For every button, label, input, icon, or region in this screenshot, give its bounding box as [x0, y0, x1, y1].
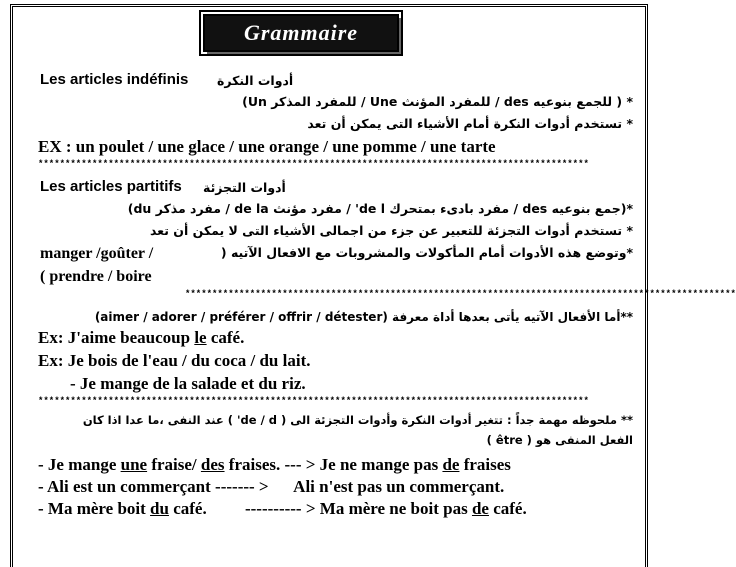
example-negation-1: - Je mange une fraise/ des fraises. --- > Je ne mange pas de fraises: [38, 455, 511, 474]
example-negation-2: - Ali est un commerçant ------- > Ali n'est pas un commerçant.: [38, 477, 505, 496]
title-banner: [203, 14, 399, 52]
example-indefinis: EX : un poulet / une glace / une orange / une pomme / une tarte: [38, 137, 496, 156]
example-verbs-2: Ex: Je bois de l'eau / du coca / du lait.: [38, 351, 311, 370]
rule-partitifs-3-cont: ( prendre / boire: [40, 268, 152, 285]
heading-partitifs: Les articles partitifs: [40, 178, 182, 195]
example-negation-3: - Ma mère boit du café. ---------- > Ma mère ne boit pas de café.: [38, 499, 527, 518]
note-negation-2: الفعل المنفى هو ( être ): [486, 433, 633, 447]
page-title: Grammaire: [243, 20, 359, 45]
heading-indefinis-ar: أدوات النكرة: [217, 73, 294, 88]
heading-partitifs-ar: أدوات التجزئة: [203, 180, 286, 195]
note-verbs: **أما الأفعال الآتيه يأتى بعدها أداة معرفة (aimer / adorer / préférer / offrir / détester): [94, 310, 633, 324]
note-negation-1: ** ملحوظه مهمة جداً : تتغير أدوات النكرة وأدوات التجزئة الى ( de / d' ) عند النفى ،ما عدا اذا كان: [82, 413, 633, 427]
rule-partitifs-2: * تستخدم أدوات التجزئة للتعبير عن جزء من اجمالى الأشياء التى لا يمكن أن تعد: [149, 223, 633, 238]
heading-indefinis: Les articles indéfinis: [40, 71, 189, 88]
rule-partitifs-1: *(جمع بنوعيه des / مفرد بادىء بمتحرك de l' / مفرد مؤنث de la / مفرد مذكر du): [127, 201, 633, 216]
separator: ******************************************************************************************************: [38, 396, 589, 406]
example-verbs-3: - Je mange de la salade et du riz.: [70, 374, 306, 393]
separator: ******************************************************************************************************: [185, 289, 736, 299]
example-verbs-1: Ex: J'aime beaucoup le café.: [38, 328, 245, 347]
separator: ******************************************************************************************************: [38, 159, 589, 169]
rule-indefinis-1: * ( للجمع بنوعيه des / للمفرد المؤنث Une / للمفرد المذكر Un): [242, 94, 633, 109]
rule-partitifs-3: *وتوضع هذه الأدوات أمام المأكولات والمشروبات مع الافعال الآتيه (: [220, 245, 633, 260]
rule-indefinis-2: * تستخدم أدوات النكرة أمام الأشياء التى يمكن أن تعد: [307, 116, 633, 131]
rule-partitifs-3-fr: manger /goûter /: [40, 245, 154, 262]
